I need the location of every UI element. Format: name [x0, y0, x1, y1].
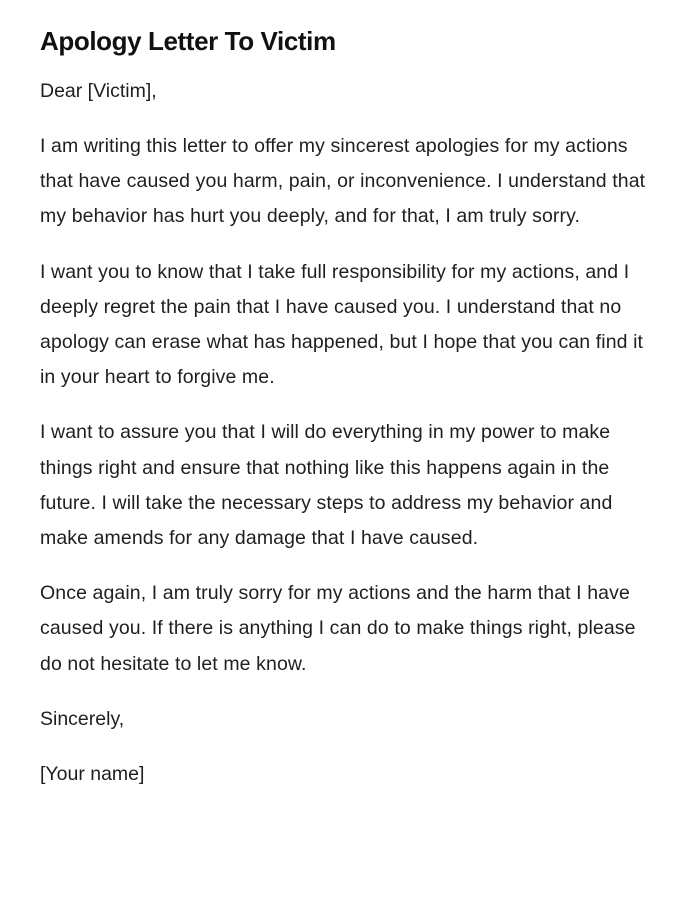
letter-paragraph-1: I am writing this letter to offer my sincerest apologies for my actions that have caused you harm, pain, or inconvenience. I understand that my behavior has hurt you deeply, and for that, I am truly sorry.: [40, 135, 646, 228]
letter-paragraph-4: Once again, I am truly sorry for my actions and the harm that I have caused you. If there is anything I can do to make things right, please do not hesitate to let me know.: [40, 582, 636, 675]
closing: Sincerely,: [40, 707, 125, 730]
signature: [Your name]: [40, 762, 145, 785]
salutation: Dear [Victim],: [40, 80, 157, 102]
letter-title: Apology Letter To Victim: [40, 26, 336, 56]
letter-paragraph-3: I want to assure you that I will do everything in my power to make things right and ensure that nothing like this happens again in the future. I will take the necessary steps to address my behavior and make amends for any damage that I have caused.: [40, 421, 613, 550]
letter-paragraph-2: I want you to know that I take full responsibility for my actions, and I deeply regret the pain that I have caused you. I understand that no apology can erase what has happened, but I hope that you can find it in your heart to forgive me.: [40, 260, 644, 389]
